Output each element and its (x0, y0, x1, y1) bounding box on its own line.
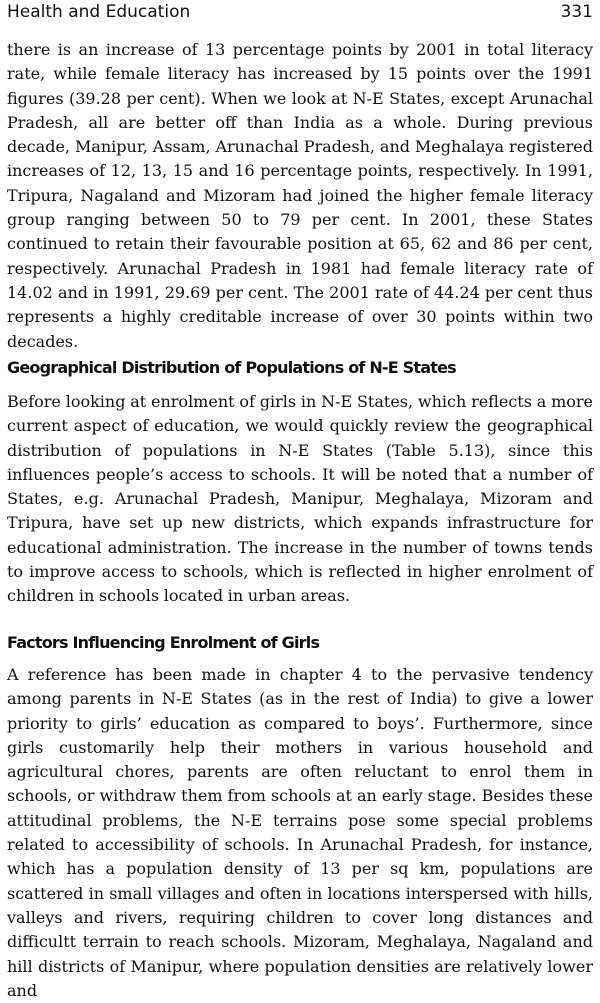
book-page (7, 0, 593, 1000)
paragraph-geographical-distribution: Before looking at enrolment of girls in N-E States, which reflects a more current aspect of education, we would quickly review the geographical distribution of populations in N-E States (Table 5.13), since this influences people’s access to schools. It will be noted that a number of States, e.g. Arunachal Pradesh, Manipur, Meghalaya, Mizoram and Tripura, have set up new districts, which expands infrastructure for educational administration. The increase in the number of towns tends to improve access to schools, which is reflected in higher enrolment of children in schools located in urban areas. (7, 392, 593, 606)
running-title: Health and Education (7, 2, 191, 22)
paragraph-female-literacy: there is an increase of 13 percentage points by 2001 in total literacy rate, while female literacy has increased by 15 points over the 1991 figures (39.28 per cent). When we look at N-E States, except Arunachal Pradesh, all are better off than India as a whole. During previous decade, Manipur, Assam, Arunachal Pradesh, and Meghalaya registered increases of 12, 13, 15 and 16 percentage points, respectively. In 1991, Tripura, Nagaland and Mizoram had joined the higher female literacy group ranging between 50 to 79 per cent. In 2001, these States continued to retain their favourable position at 65, 62 and 86 per cent, respectively. Arunachal Pradesh in 1981 had female literacy rate of 14.02 and in 1991, 29.69 per cent. The 2001 rate of 44.24 per cent thus represents a highly creditable increase of over 30 points within two decades. (7, 40, 593, 351)
section-heading-factors-enrolment: Factors Influencing Enrolment of Girls (7, 633, 320, 652)
paragraph-factors-enrolment: A reference has been made in chapter 4 to the pervasive tendency among parents in N-E States (as in the rest of India) to give a lower priority to girls’ education as compared to boys’. Furthermore, since girls customarily help their mothers in various household and agricultural chores, parents are often reluctant to enrol them in schools, or withdraw them from schools at an early stage. Besides these attitudinal problems, the N-E terrains pose some special problems related to accessibility of schools. In Arunachal Pradesh, for instance, which has a population density of 13 per sq km, populations are scattered in small villages and often in locations interspersed with hills, valleys and rivers, requiring children to cover long distances and difficultt terrain to reach schools. Mizoram, Meghalaya, Nagaland and hill districts of Manipur, where population densities are relatively lower and (7, 665, 593, 1000)
running-head (7, 1, 593, 27)
page-number: 331 (560, 2, 593, 22)
section-heading-geographical-distribution: Geographical Distribution of Populations of N-E States (7, 358, 456, 377)
